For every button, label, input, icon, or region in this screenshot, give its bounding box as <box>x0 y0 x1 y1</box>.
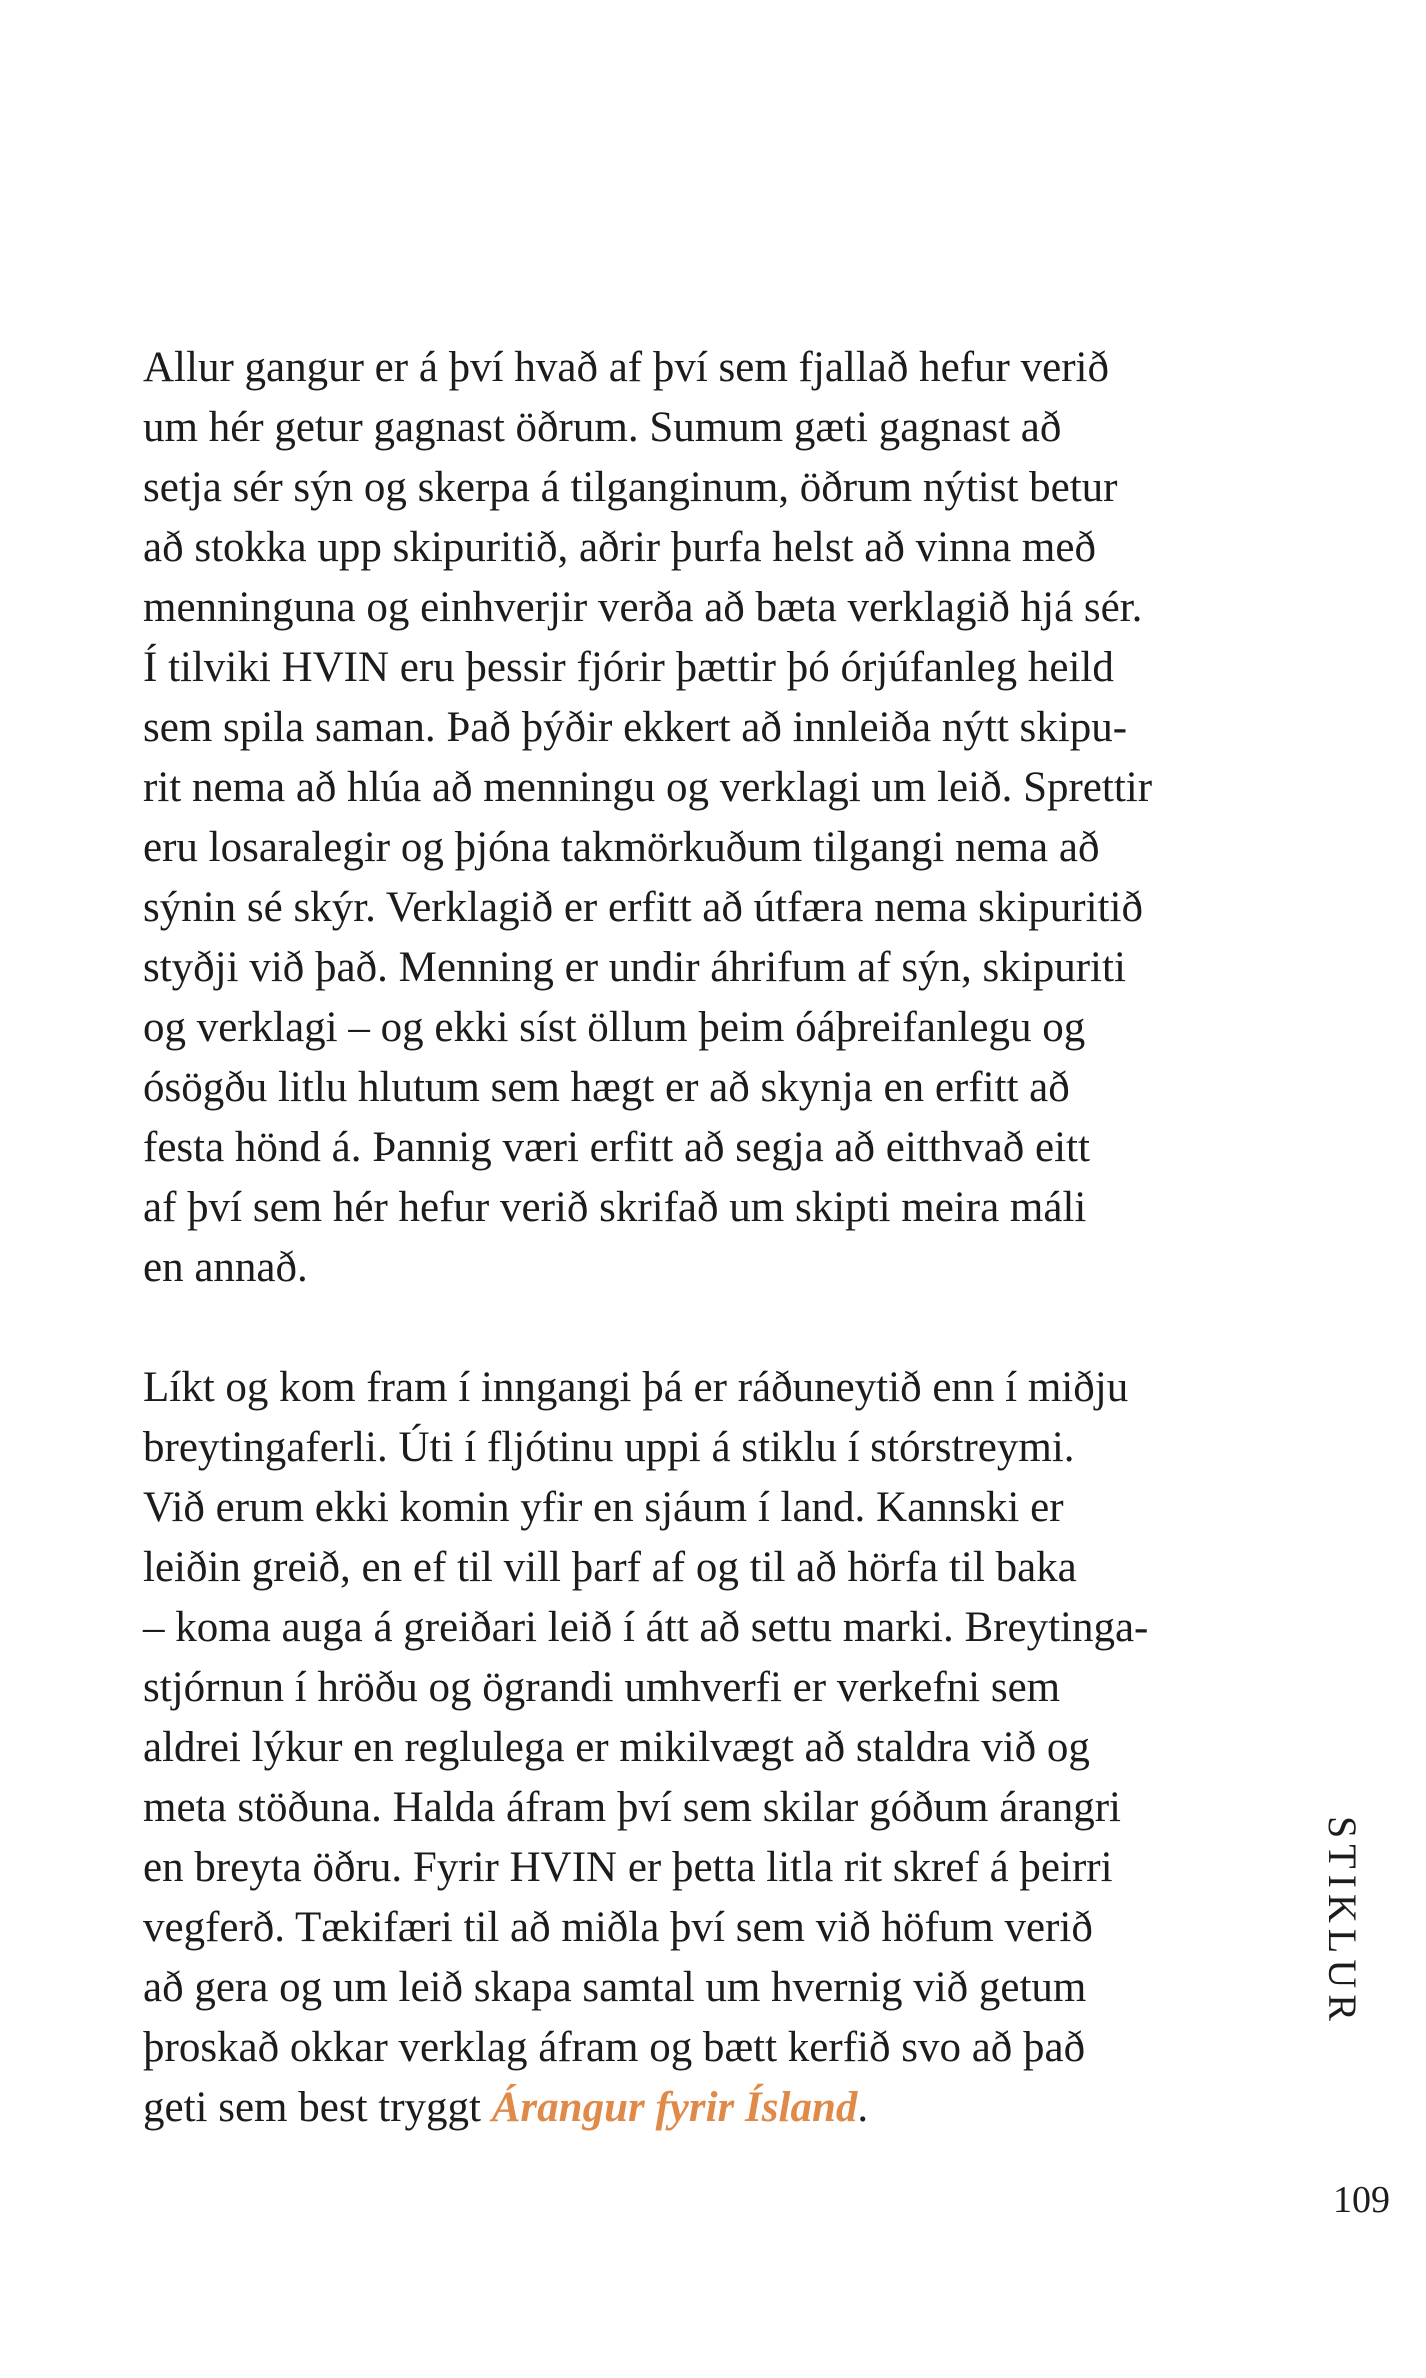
text-line: – koma auga á greiðari leið í átt að settu marki. Breytinga- <box>143 1604 1149 1651</box>
text-line: rit nema að hlúa að menningu og verklagi um leið. Sprettir <box>143 764 1153 811</box>
text-line: af því sem hér hefur verið skrifað um skipti meira máli <box>143 1184 1087 1231</box>
last-line-suffix: . <box>857 2084 869 2131</box>
text-line: styðji við það. Menning er undir áhrifum af sýn, skipuriti <box>143 944 1126 991</box>
paragraph-2 <box>143 1358 1323 2138</box>
text-line: aldrei lýkur en reglulega er mikilvægt að staldra við og <box>143 1724 1090 1771</box>
text-line: stjórnun í hröðu og ögrandi umhverfi er verkefni sem <box>143 1664 1061 1711</box>
text-line: og verklagi – og ekki síst öllum þeim óáþreifanlegu og <box>143 1004 1086 1051</box>
text-line: menninguna og einhverjir verða að bæta verklagið hjá sér. <box>143 584 1143 631</box>
last-line-prefix: geti sem best tryggt <box>143 2084 492 2131</box>
text-line: sem spila saman. Það þýðir ekkert að innleiða nýtt skipu- <box>143 704 1128 751</box>
text-line: festa hönd á. Þannig væri erfitt að segja að eitthvað eitt <box>143 1124 1090 1171</box>
text-line: eru losaralegir og þjóna takmörkuðum tilgangi nema að <box>143 824 1100 871</box>
text-line: setja sér sýn og skerpa á tilganginum, öðrum nýtist betur <box>143 464 1118 511</box>
text-line: vegferð. Tækifæri til að miðla því sem við höfum verið <box>143 1904 1093 1951</box>
section-side-label: STIKLUR <box>1320 1816 1365 2027</box>
text-line-last <box>143 2078 1323 2138</box>
highlight-phrase: Árangur fyrir Ísland <box>491 2084 858 2131</box>
text-line: Allur gangur er á því hvað af því sem fjallað hefur verið <box>143 344 1109 391</box>
text-line: meta stöðuna. Halda áfram því sem skilar góðum árangri <box>143 1784 1121 1831</box>
text-line: en annað. <box>143 1244 308 1291</box>
text-line: um hér getur gagnast öðrum. Sumum gæti gagnast að <box>143 404 1062 451</box>
text-line: að gera og um leið skapa samtal um hvernig við getum <box>143 1964 1087 2011</box>
text-line: Í tilviki HVIN eru þessir fjórir þættir þó órjúfanleg heild <box>143 644 1114 691</box>
text-line: að stokka upp skipuritið, aðrir þurfa helst að vinna með <box>143 524 1096 571</box>
paragraph-1 <box>143 338 1323 1298</box>
page-number: 109 <box>1333 2179 1390 2221</box>
text-line: Líkt og kom fram í inngangi þá er ráðuneytið enn í miðju <box>143 1364 1129 1411</box>
text-line: sýnin sé skýr. Verklagið er erfitt að útfæra nema skipuritið <box>143 884 1143 931</box>
text-line: breytingaferli. Úti í fljótinu uppi á stiklu í stórstreymi. <box>143 1424 1075 1471</box>
text-line: ósögðu litlu hlutum sem hægt er að skynja en erfitt að <box>143 1064 1070 1111</box>
text-line: þroskað okkar verklag áfram og bætt kerfið svo að það <box>143 2024 1086 2071</box>
text-line: Við erum ekki komin yfir en sjáum í land. Kannski er <box>143 1484 1064 1531</box>
body-text <box>143 338 1323 2138</box>
text-line: leiðin greið, en ef til vill þarf af og til að hörfa til baka <box>143 1544 1077 1591</box>
text-line: en breyta öðru. Fyrir HVIN er þetta litla rit skref á þeirri <box>143 1844 1113 1891</box>
